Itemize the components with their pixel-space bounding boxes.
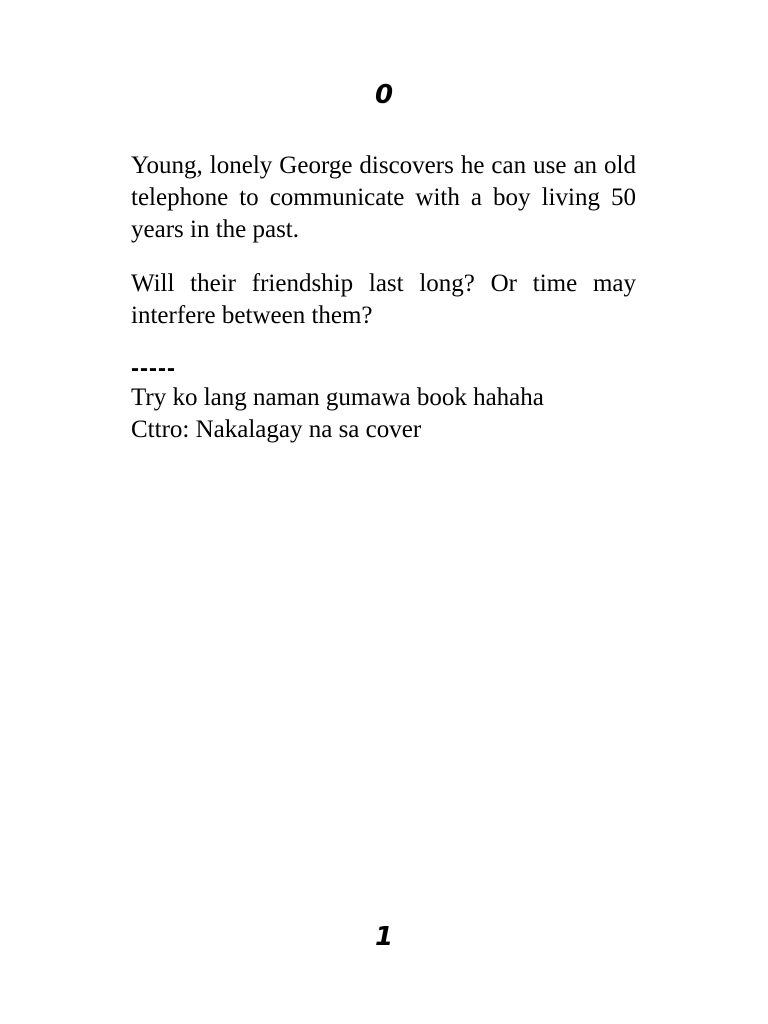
page-number: 1: [374, 922, 394, 952]
author-note-line: Cttro: Nakalagay na sa cover: [131, 416, 422, 443]
description-paragraph: Will their friendship last long? Or time may interfere between them?: [131, 270, 636, 329]
chapter-heading: 0: [374, 80, 394, 110]
description-paragraph: Young, lonely George discovers he can use an old telephone to communicate with a boy living 50 years in the past.: [131, 152, 636, 243]
author-note-line: Try ko lang naman gumawa book hahaha: [131, 384, 544, 411]
section-divider: -----: [131, 355, 176, 382]
page-body: [131, 150, 636, 446]
